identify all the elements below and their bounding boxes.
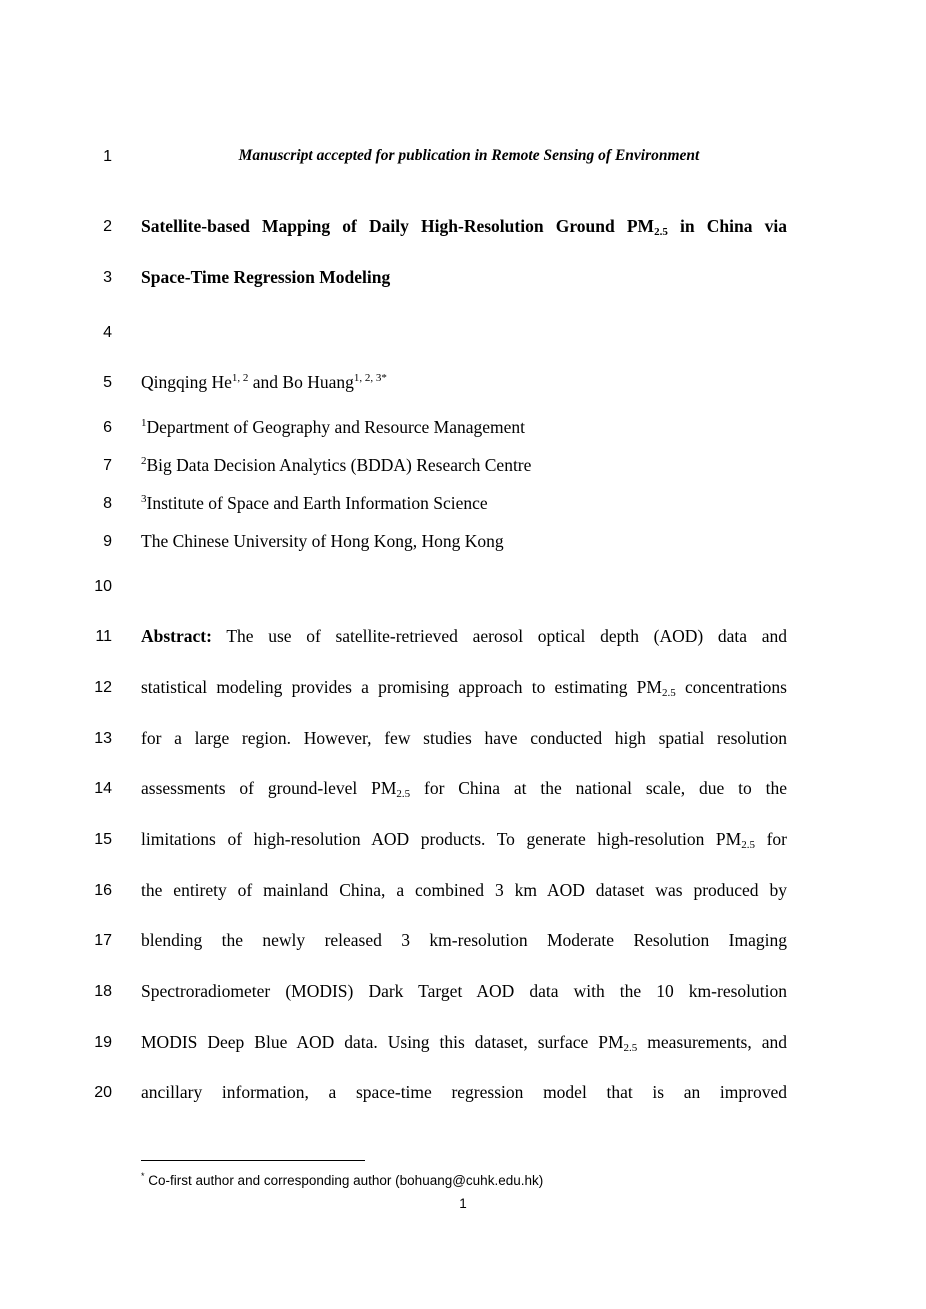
line-number: 4 <box>103 324 112 341</box>
text-line <box>141 777 787 799</box>
text-span: Manuscript accepted for publication in Remote Sensing of Environment <box>238 147 700 164</box>
line-number: 7 <box>103 457 112 474</box>
line-number: 17 <box>94 932 112 949</box>
line-number: 16 <box>94 882 112 899</box>
superscript: 1 <box>141 417 147 429</box>
text-span: Satellite-based Mapping of Daily High-Resolution Ground PM <box>141 216 655 236</box>
text-line <box>141 625 787 647</box>
text-span: The use of satellite-retrieved aerosol optical depth (AOD) data and <box>211 626 787 646</box>
footnote-rule <box>141 1160 365 1161</box>
line-number: 15 <box>94 831 112 848</box>
text-line <box>141 1031 787 1053</box>
text-line <box>141 879 787 901</box>
line-number: 5 <box>103 374 112 391</box>
superscript: 2 <box>141 455 147 467</box>
text-span: Big Data Decision Analytics (BDDA) Research Centre <box>146 455 532 475</box>
line-number: 18 <box>94 983 112 1000</box>
text-span: The Chinese University of Hong Kong, Hong Kong <box>141 531 504 551</box>
subscript: 2.5 <box>623 1042 638 1054</box>
text-span: Institute of Space and Earth Information Science <box>146 493 488 513</box>
line-number: 1 <box>103 148 112 165</box>
subscript: 2.5 <box>741 839 755 851</box>
text-line <box>141 980 787 1002</box>
line-number: 13 <box>94 730 112 747</box>
text-span: ancillary information, a space-time regression model that is an improved <box>141 1082 787 1102</box>
text-span: for China at the national scale, due to the <box>410 778 787 798</box>
text-span: Space-Time Regression Modeling <box>141 267 391 287</box>
text-span: MODIS Deep Blue AOD data. Using this dataset, surface PM <box>141 1032 624 1052</box>
text-line <box>141 828 787 850</box>
line-number: 3 <box>103 269 112 286</box>
text-line <box>141 371 787 393</box>
text-span: for <box>754 829 787 849</box>
subscript: 2.5 <box>654 226 668 238</box>
text-span: statistical modeling provides a promising approach to estimating PM <box>141 677 662 697</box>
page-number: 1 <box>459 1196 467 1211</box>
text-line <box>141 416 787 438</box>
text-span: and Bo Huang <box>248 372 354 392</box>
line-number: 14 <box>94 780 112 797</box>
footnote-text: Co-first author and corresponding author (bohuang@cuhk.edu.hk) <box>148 1173 544 1188</box>
text-line <box>141 266 787 288</box>
text-span: the entirety of mainland China, a combined 3 km AOD dataset was produced by <box>141 880 787 900</box>
line-number: 19 <box>94 1034 112 1051</box>
line-number: 2 <box>103 218 112 235</box>
text-line <box>141 929 787 951</box>
text-line <box>141 215 787 237</box>
line-number: 20 <box>94 1084 112 1101</box>
text-line <box>141 454 787 476</box>
footnote <box>141 1173 543 1188</box>
superscript: 1, 2 <box>231 372 249 384</box>
text-span: Spectroradiometer (MODIS) Dark Target AOD data with the 10 km-resolution <box>141 981 787 1001</box>
text-line <box>141 676 787 698</box>
text-span: for a large region. However, few studies have conducted high spatial resolution <box>141 728 787 748</box>
text-span: limitations of high-resolution AOD products. To generate high-resolution PM <box>141 829 742 849</box>
text-span: assessments of ground-level PM <box>141 778 397 798</box>
text-span: Department of Geography and Resource Management <box>146 417 526 437</box>
superscript: 3 <box>141 493 147 505</box>
subscript: 2.5 <box>661 687 676 699</box>
text-line <box>141 1081 787 1103</box>
line-number: 8 <box>103 495 112 512</box>
line-number: 11 <box>95 628 112 645</box>
text-line <box>141 727 787 749</box>
footnote-mark: * <box>141 1171 145 1181</box>
text-span: blending the newly released 3 km-resolution Moderate Resolution Imaging <box>141 930 787 950</box>
line-number: 9 <box>103 533 112 550</box>
text-span: in China via <box>667 216 787 236</box>
text-line <box>141 530 787 552</box>
line-number: 6 <box>103 419 112 436</box>
text-span: concentrations <box>675 677 787 697</box>
line-number: 12 <box>94 679 112 696</box>
subscript: 2.5 <box>396 788 411 800</box>
text-span: measurements, and <box>637 1032 787 1052</box>
text-line <box>110 145 828 167</box>
superscript: 1, 2, 3* <box>353 372 387 384</box>
text-span: Qingqing He <box>141 372 232 392</box>
abstract-label: Abstract: <box>141 626 212 646</box>
text-line <box>141 492 787 514</box>
line-number: 10 <box>94 578 112 595</box>
